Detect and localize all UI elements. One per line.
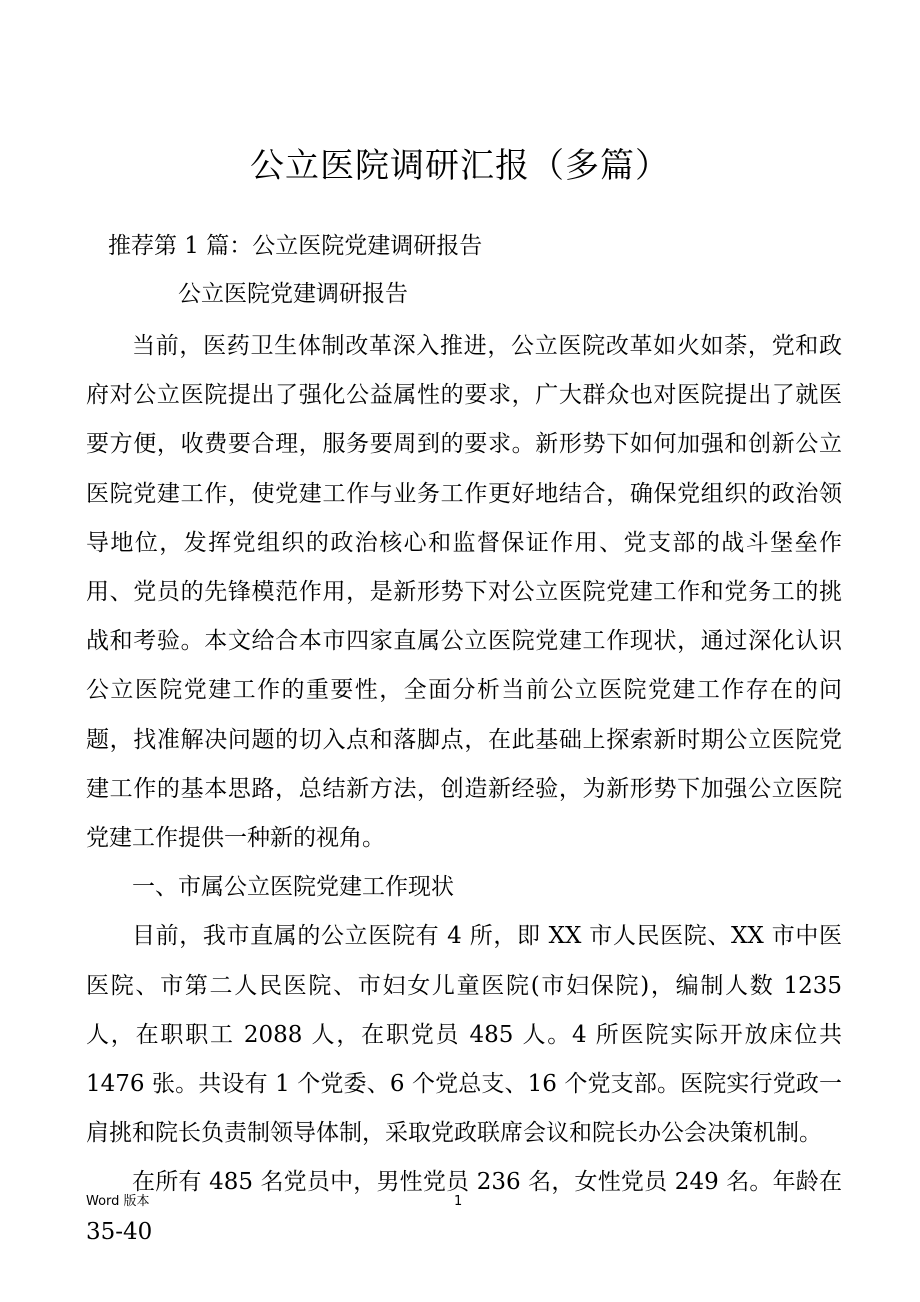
- footer-version-label: Word 版本: [86, 1194, 150, 1209]
- paragraph-member-stats: 在所有 485 名党员中，男性党员 236 名，女性党员 249 名。年龄在 35-40: [86, 1169, 842, 1245]
- paragraph-hospital-stats: 目前，我市直属的公立医院有 4 所，即 XX 市人民医院、XX 市中医医院、市第二人民医院、市妇女儿童医院(市妇保院)，编制人数 1235 人，在职职工 2088 人，在职党员 485 人。4 所医院实际开放床位共 1476 张。共设有 1 个党委、6 个党总支、16 个党支部。医院实行党政一肩挑和院长负责制领导体制，采取党政联席会议和院长办公会决策机制。: [86, 923, 842, 1147]
- paragraph-intro: 当前，医药卫生体制改革深入推进，公立医院改革如火如荼，党和政府对公立医院提出了强化公益属性的要求，广大群众也对医院提出了就医要方便，收费要合理，服务要周到的要求。新形势下如何加强和创新公立医院党建工作，使党建工作与业务工作更好地结合，确保党组织的政治领导地位，发挥党组织的政治核心和监督保证作用、党支部的战斗堡垒作用、党员的先锋模范作用，是新形势下对公立医院党建工作和党务工的挑战和考验。本文给合本市四家直属公立医院党建工作现状，通过深化认识公立医院党建工作的重要性，全面分析当前公立医院党建工作存在的问题，找准解决问题的切入点和落脚点，在此基础上探索新时期公立医院党建工作的基本思路，总结新方法，创造新经验，为新形势下加强公立医院党建工作提供一种新的视角。: [86, 333, 842, 852]
- section-heading-status: 一、市属公立医院党建工作现状: [132, 874, 454, 901]
- document-body: [86, 322, 842, 1257]
- report-title: 公立医院党建调研报告: [178, 281, 408, 307]
- recommend-heading: 推荐第 1 篇：公立医院党建调研报告: [108, 233, 483, 259]
- footer-page-number: 1: [454, 1194, 463, 1209]
- document-title: 公立医院调研汇报（多篇）: [250, 146, 670, 186]
